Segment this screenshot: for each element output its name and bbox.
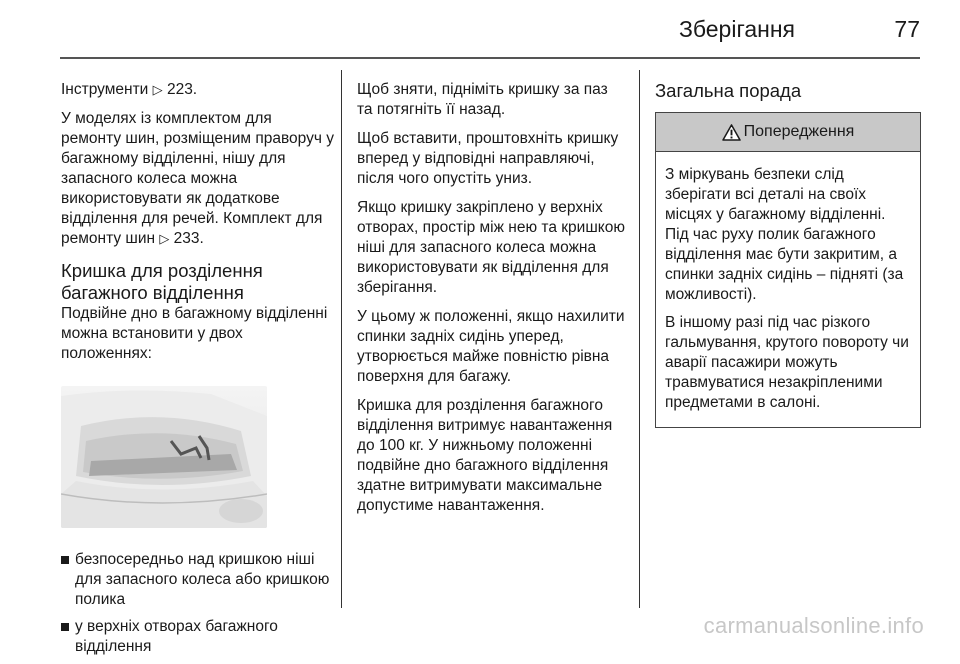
general-advice-heading: Загальна порада	[655, 80, 802, 101]
column-middle	[357, 80, 627, 525]
paragraph: У цьому ж положенні, якщо нахилити спинки задніх сидінь уперед, утворюється майже повністю рівна поверхня для багажу.	[357, 308, 625, 385]
column-divider-2	[639, 70, 640, 608]
column-left	[61, 80, 335, 664]
warning-triangle-icon	[722, 124, 741, 141]
repair-kit-paragraph: У моделях із комплектом для ремонту шин, розміщеним праворуч у багажному відділенні, нішу для запасного колеса можна використовувати як додаткове відділення для речей. Комплект для ремонту шин ▷ 233.	[61, 110, 334, 247]
paragraph: Якщо кришку закріплено у верхніх отворах, простір між нею та кришкою ніші для запасного колеса можна використовувати як відділення для зберігання.	[357, 199, 625, 296]
double-floor-paragraph: Подвійне дно в багажному відділенні можна встановити у двох положеннях:	[61, 305, 328, 362]
warning-paragraph: З міркувань безпеки слід зберігати всі деталі на своїх місцях у багажному відділенні. Під час руху полик багажного відділення має бути закритим, а спинки задніх сидінь – підняті (за можливості).	[665, 166, 904, 303]
column-divider-1	[341, 70, 342, 608]
load-compartment-photo	[61, 386, 267, 528]
list-item: у верхніх отворах багажного відділення	[61, 617, 335, 657]
paragraph: Щоб вставити, проштовхніть кришку вперед у відповідні направляючі, після чого опустіть униз.	[357, 130, 619, 187]
watermark: carmanualsonline.info	[703, 613, 924, 638]
warning-header	[656, 113, 920, 152]
reference-arrow-icon[interactable]: ▷	[152, 82, 163, 97]
position-list	[61, 550, 335, 657]
header-divider	[60, 57, 920, 59]
section-heading: Кришка для розділення багажного відділення	[61, 260, 263, 303]
warning-box	[655, 112, 921, 428]
paragraph: Кришка для розділення багажного відділення витримує навантаження до 100 кг. У нижньому положенні подвійне дно багажного відділення здатне витримувати максимальне допустиме навантаження.	[357, 397, 613, 514]
page-title: Зберігання	[678, 16, 795, 42]
warning-title: Попередження	[743, 123, 855, 140]
intro-paragraph: Інструменти ▷ 223.	[61, 81, 198, 98]
list-item: безпосередньо над кришкою ніші для запасного колеса або кришкою полика	[61, 550, 335, 610]
warning-paragraph: В іншому разі під час різкого гальмування, крутого повороту чи аварії пасажири можуть травмуватися незакріпленими предметами в салоні.	[665, 314, 909, 411]
reference-arrow-icon[interactable]: ▷	[159, 231, 170, 246]
page-number: 77	[894, 16, 920, 42]
warning-body	[656, 152, 920, 427]
paragraph: Щоб зняти, підніміть кришку за паз та потягніть її назад.	[357, 81, 608, 118]
column-right	[655, 80, 921, 428]
